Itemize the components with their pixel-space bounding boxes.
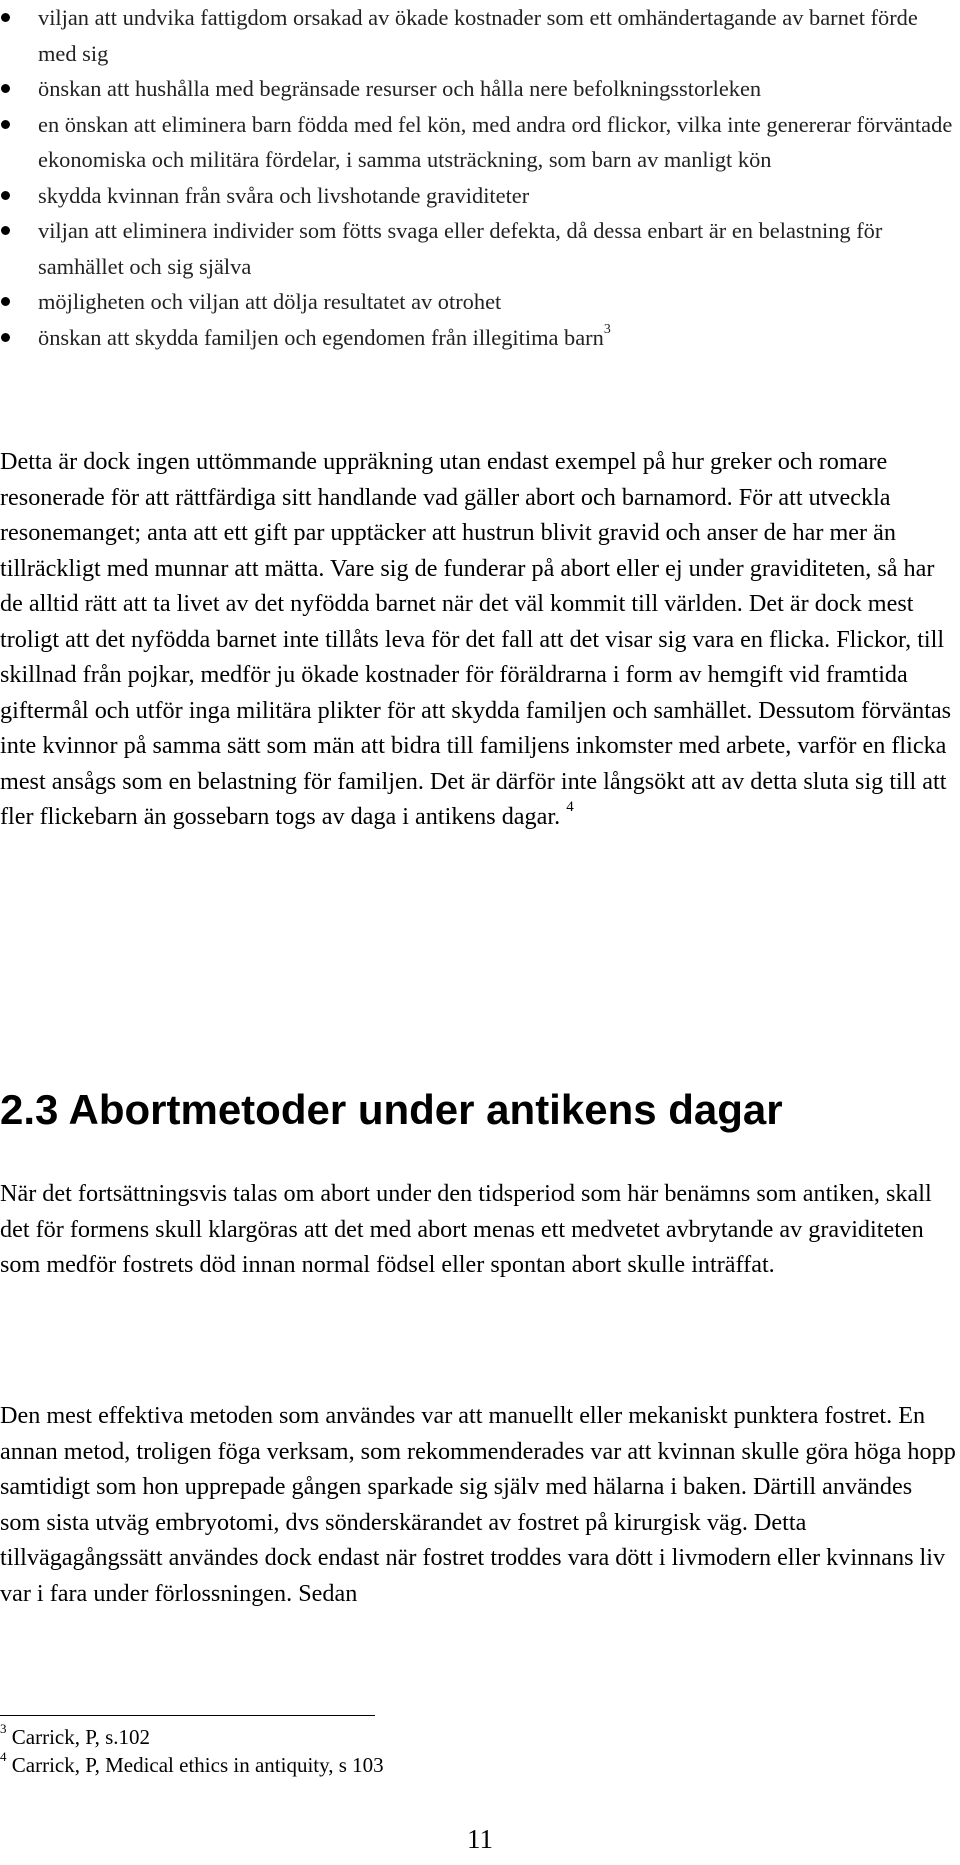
body-paragraph: Detta är dock ingen uttömmande uppräkning utan endast exempel på hur greker och romare resonerade för att rättfärdiga sitt handlande vad gäller abort och barnamord. För att utveckla resonemanget; anta att ett gift par upptäcker att hustrun blivit gravid och anser de har mer än tillräckligt med munnar att mätta. Vare sig de funderar på abort eller ej under graviditeten, så har de alltid rätt att ta livet av det nyfödda barnet när det väl kommit till världen. Det är dock mest troligt att det nyfödda barnet inte tillåts leva för det fall att det visar sig vara en flicka. Flickor, till skillnad från pojkar, medför ju ökade kostnader för föräldrarna i form av hemgift vid framtida giftermål och utför inga militära plikter för att skydda familjen och samhället. Dessutom förväntas inte kvinnor på samma sätt som män att bidra till familjens inkomster med arbete, varför en flicka mest ansågs som en belastning för familjen. Det är därför inte långsökt att av detta sluta sig till att fler flickebarn än gossebarn togs av daga i antikens dagar. $^4$ bbox=[0, 448, 952, 830]
footnote: $^3$ Carrick, P, s.102 bbox=[0, 1720, 151, 1749]
footnote: $^4$ Carrick, P, Medical ethics in antiquity, s 103 bbox=[0, 1748, 384, 1777]
bullet-item: en önskan att eliminera barn födda med fel kön, med andra ord flickor, vilka inte genererar förväntade ekonomiska och militära fördelar, i samma utsträckning, som barn av manligt kön bbox=[0, 107, 960, 178]
reasons-bullet-list bbox=[0, 0, 960, 355]
bullet-item: skydda kvinnan från svåra och livshotande graviditeter bbox=[0, 178, 960, 214]
footnote-separator bbox=[0, 1715, 375, 1716]
bullet-item: önskan att skydda familjen och egendomen från illegitima barn$^3$ bbox=[0, 320, 960, 356]
bullet-item: viljan att undvika fattigdom orsakad av ökade kostnader som ett omhändertagande av barnet förde med sig bbox=[0, 0, 960, 71]
page-number: 11 bbox=[467, 1824, 493, 1854]
section-heading: 2.3 Abortmetoder under antikens dagar bbox=[0, 1086, 783, 1133]
body-paragraph: När det fortsättningsvis talas om abort under den tidsperiod som här benämns som antiken, skall det för formens skull klargöras att det med abort menas ett medvetet avbrytande av graviditeten som medför fostrets död innan normal födsel eller spontan abort skulle inträffat. bbox=[0, 1180, 932, 1278]
footnote-ref: 3 bbox=[603, 321, 611, 337]
bullet-item: viljan att eliminera individer som fötts svaga eller defekta, då dessa enbart är en belastning för samhället och sig själva bbox=[0, 213, 960, 284]
footnote-ref: 4 bbox=[566, 799, 574, 816]
body-paragraph: Den mest effektiva metoden som användes var att manuellt eller mekaniskt punktera fostret. En annan metod, troligen föga verksam, som rekommenderades var att kvinnan skulle göra höga hopp samtidigt som hon upprepade gången sparkade sig själv med hälarna i baken. Därtill användes som sista utväg embryotomi, dvs sönderskärandet av fostret på kirurgisk väg. Detta tillvägagångssätt användes dock endast när fostret troddes vara dött i livmodern eller kvinnans liv var i fara under förlossningen. Sedan bbox=[0, 1402, 956, 1607]
bullet-item: möjligheten och viljan att dölja resultatet av otrohet bbox=[0, 284, 960, 320]
bullet-item: önskan att hushålla med begränsade resurser och hålla nere befolkningsstorleken bbox=[0, 71, 960, 107]
